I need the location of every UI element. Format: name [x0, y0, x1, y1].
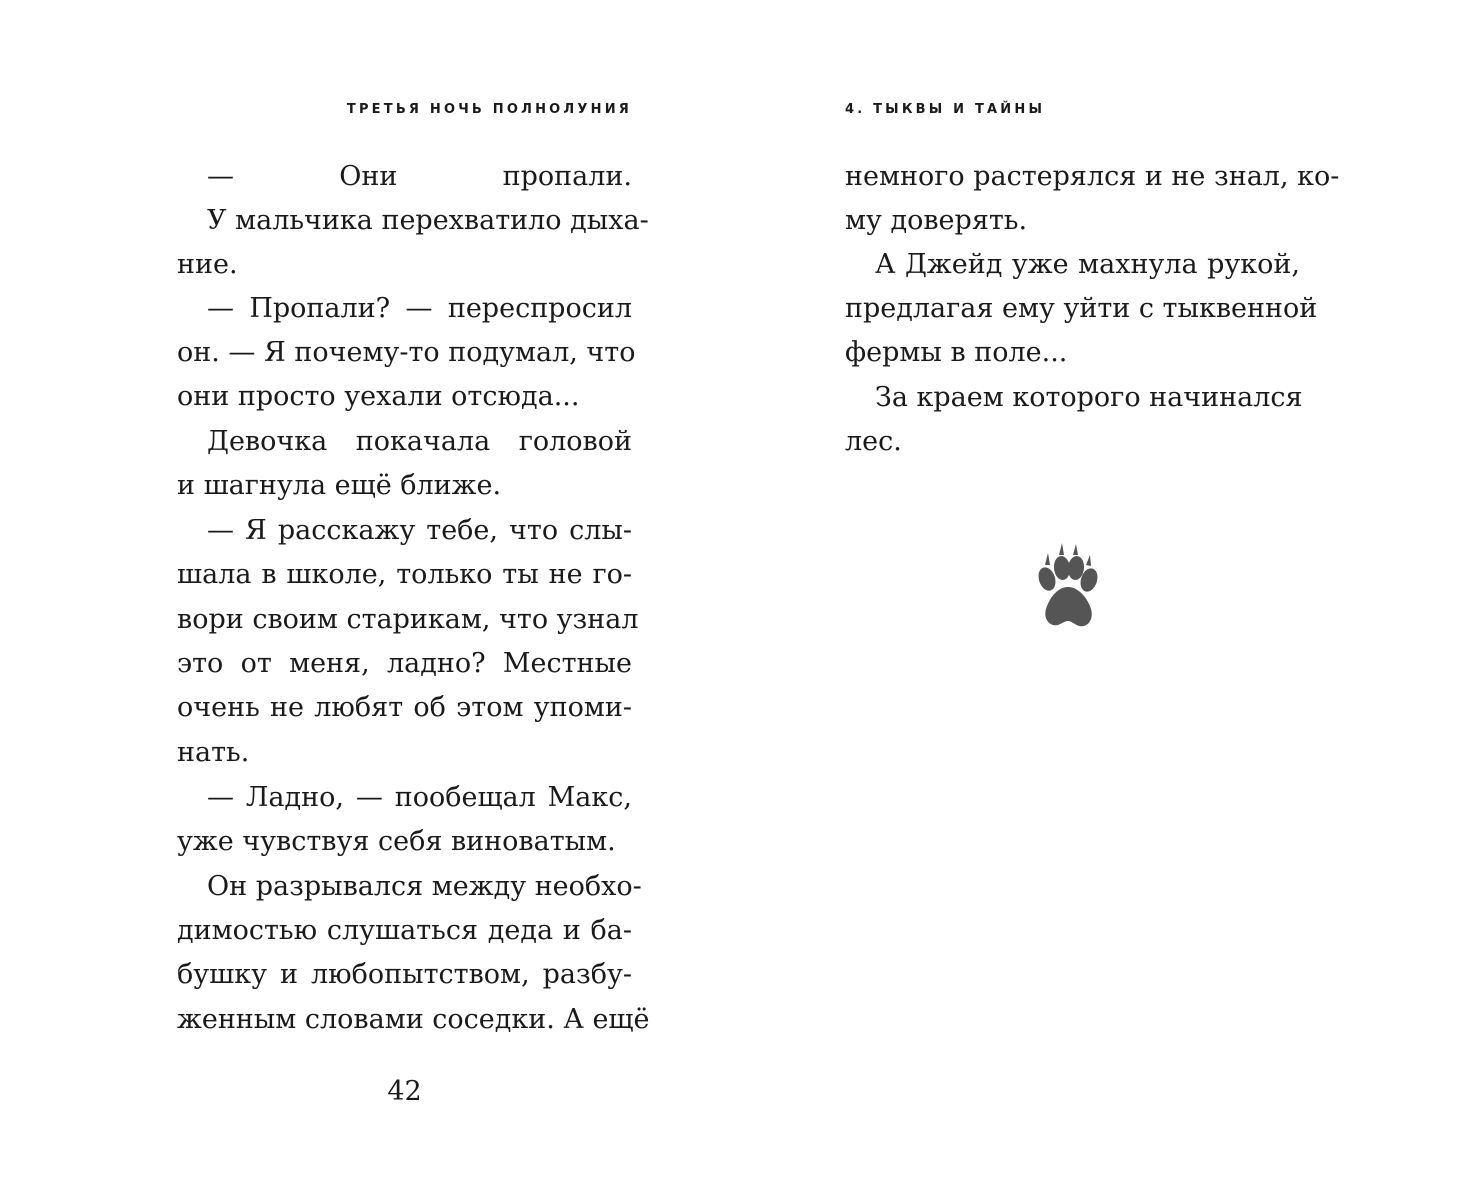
text-line: Он разрывался между необхо- [207, 871, 642, 902]
text-line: лес. [845, 426, 902, 457]
text-line: уже чувствуя себя виноватым. [177, 826, 616, 857]
text-line: бушку и любопытством, разбу- [177, 959, 632, 990]
text-line: фермы в поле... [845, 337, 1068, 368]
text-line: Девочка покачала головой [207, 426, 632, 457]
text-line: женным словами соседки. А ещё [177, 1004, 650, 1035]
text-line: вори своим старикам, что узнал [177, 604, 639, 635]
text-line: димостью слушаться деда и ба- [177, 915, 632, 946]
text-line: — Ладно, — пообещал Макс, [207, 782, 632, 813]
text-line: А Джейд уже махнула рукой, [875, 249, 1300, 280]
left-page [177, 0, 650, 1182]
text-line: — Они пропали. [207, 161, 632, 192]
right-page [845, 0, 1340, 1182]
text-line: — Я расскажу тебе, что слы- [207, 515, 632, 546]
text-line: За краем которого начинался [875, 382, 1303, 413]
text-line: он. — Я почему-то подумал, что [177, 337, 636, 368]
text-line: му доверять. [845, 205, 1028, 236]
paw-print-icon [1033, 543, 1099, 629]
running-head-book-title: ТРЕТЬЯ НОЧЬ ПОЛНОЛУНИЯ [346, 102, 632, 117]
text-line: и шагнула ещё ближе. [177, 470, 502, 501]
running-head-chapter-title: 4. ТЫКВЫ И ТАЙНЫ [845, 102, 1046, 117]
page-number: 42 [387, 1076, 422, 1107]
text-line: — Пропали? — переспросил [207, 293, 632, 324]
text-line: немного растерялся и не знал, ко- [845, 161, 1340, 192]
text-line: это от меня, ладно? Местные [177, 648, 632, 679]
text-line: предлагая ему уйти с тыквенной [845, 293, 1318, 324]
text-line: нать. [177, 737, 250, 768]
text-line: ние. [177, 249, 238, 280]
text-line: они просто уехали отсюда... [177, 381, 580, 412]
text-line: очень не любят об этом упоми- [177, 692, 632, 723]
text-line: У мальчика перехватило дыха- [207, 205, 649, 236]
text-line: шала в школе, только ты не го- [177, 559, 632, 590]
